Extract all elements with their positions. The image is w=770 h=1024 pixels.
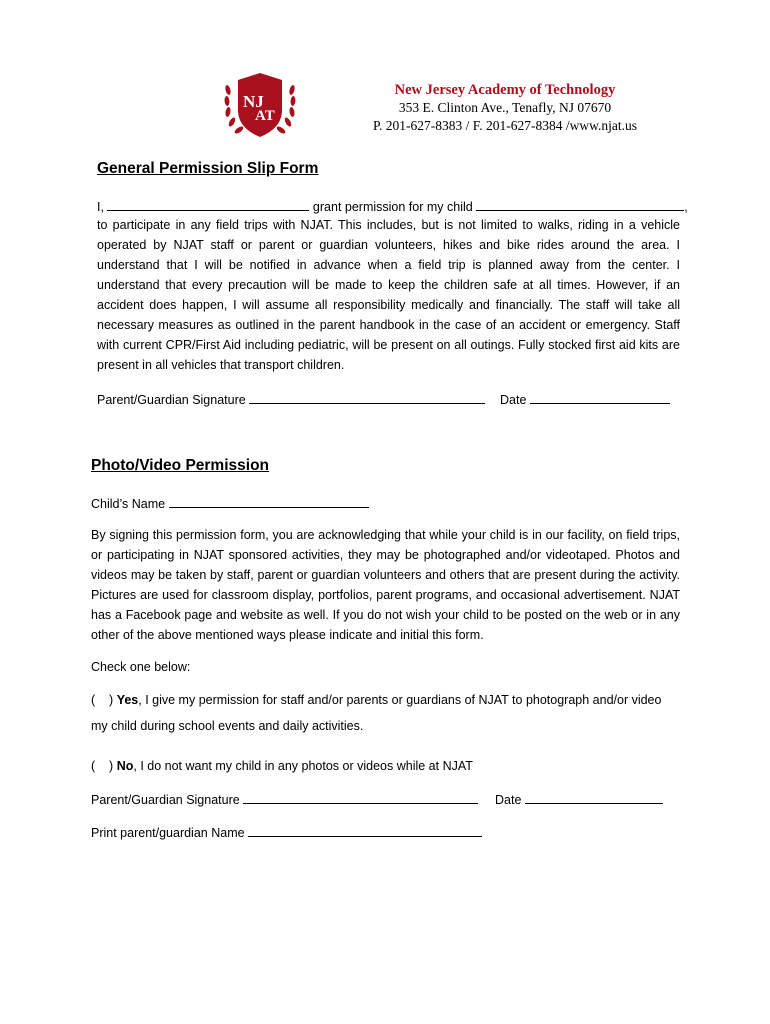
signature-label-2: Parent/Guardian Signature [91, 793, 240, 807]
signature-row-1 [97, 391, 485, 407]
general-permission-title: General Permission Slip Form [97, 160, 319, 177]
option-no-row [91, 759, 473, 773]
option-yes-checkbox[interactable]: ( ) [91, 693, 114, 707]
photo-video-title: Photo/Video Permission [91, 457, 270, 474]
option-no-text: , I do not want my child in any photos or videos while at NJAT [133, 759, 473, 773]
signature-row-2 [91, 791, 478, 807]
photo-paragraph: By signing this permission form, you are acknowledging that while your child is in our facility, on field trips, or participating in NJAT sponsored activities, they may be photographed and/or videotaped. Photos and videos may be taken by staff, parent or guardian volunteers and others that are present during the activity. Pictures are used for classroom display, portfolios, parent programs, and occasional advertisement. NJAT has a Facebook page and website as well. If you do not wish your child to be posted on the web or in any other of the above mentioned ways please indicate and initial this form. [91, 528, 680, 642]
org-address: 353 E. Clinton Ave., Tenafly, NJ 07670 [398, 100, 612, 115]
option-no-checkbox[interactable]: ( ) [91, 759, 114, 773]
date-row-2 [495, 791, 663, 807]
option-yes-text: , I give my permission for staff and/or parents or guardians of NJAT to photograph and/or video [138, 693, 662, 707]
grant-middle: grant permission for my child [312, 200, 473, 214]
njat-logo [222, 70, 298, 140]
logo-letters-at: AT [255, 108, 275, 124]
print-name-row [91, 824, 482, 840]
child-name-label: Child’s Name [91, 497, 166, 511]
field-trip-paragraph: to participate in any field trips with NJAT. This includes, but is not limited to walks, riding in a vehicle operated by NJAT staff or parent or guardian volunteers, hikes and bike rides around the area. I understand that I will be notified in advance when a field trip is planned away from the center. I understand that every precaution will be made to keep the children safe at all times. However, if an accident does happen, I will assume all responsibility medically and financially. The staff will take all necessary measures as outlined in the parent handbook in the case of an accident or emergency. Staff with current CPR/First Aid including pediatric, will be present on all outings. Fully stocked first aid kits are present in all vehicles that transport children. [97, 218, 680, 372]
check-instruction: Check one below: [91, 660, 191, 674]
option-yes-row [91, 693, 661, 707]
grant-line [97, 198, 688, 214]
option-yes-label: Yes [116, 693, 139, 707]
org-name: New Jersey Academy of Technology [394, 82, 616, 98]
print-name-blank[interactable] [248, 824, 482, 837]
signature-blank-2[interactable] [243, 791, 478, 804]
child-name-row [91, 495, 369, 511]
option-no-label: No [116, 759, 134, 773]
date-blank-2[interactable] [525, 791, 663, 804]
child-name-field-blank[interactable] [169, 495, 369, 508]
child-name-blank[interactable] [476, 198, 684, 211]
logo-letters-nj: NJ [243, 92, 264, 111]
option-yes-continuation: my child during school events and daily activities. [91, 719, 364, 733]
grant-prefix: I, [97, 200, 104, 214]
signature-blank[interactable] [249, 391, 485, 404]
date-row-1 [500, 391, 670, 407]
date-blank[interactable] [530, 391, 670, 404]
parent-name-blank[interactable] [107, 198, 309, 211]
grant-suffix: , [684, 200, 688, 214]
signature-label: Parent/Guardian Signature [97, 393, 246, 407]
print-name-label: Print parent/guardian Name [91, 826, 245, 840]
date-label-2: Date [495, 793, 522, 807]
organization-header [340, 82, 670, 135]
date-label: Date [500, 393, 527, 407]
org-contact: P. 201-627-8383 / F. 201-627-8384 /www.njat.us [373, 118, 637, 133]
